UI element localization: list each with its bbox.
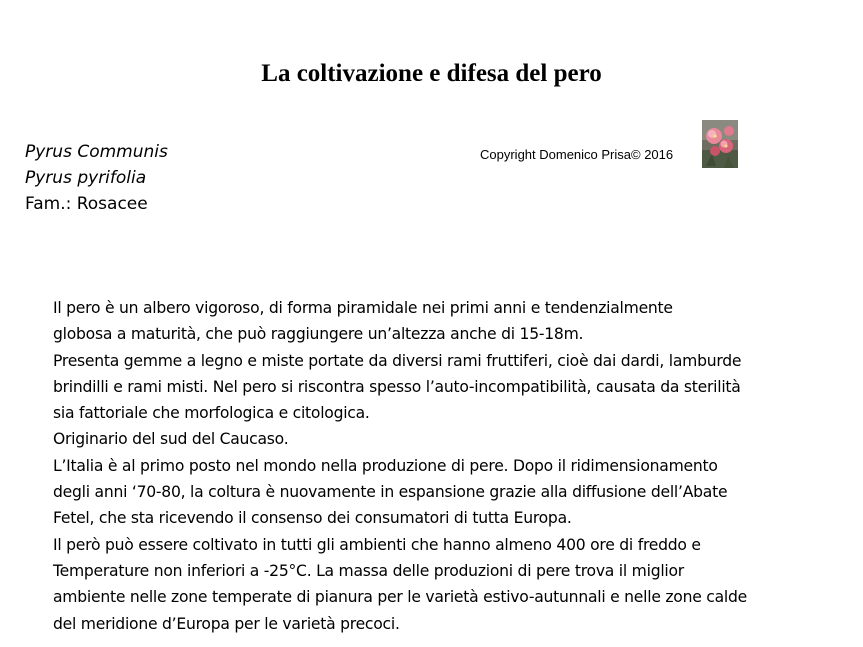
body-line: Temperature non inferiori a -25°C. La massa delle produzioni di pere trova il miglior: [53, 561, 684, 580]
body-line: Originario del sud del Caucaso.: [53, 430, 289, 449]
document-title: La coltivazione e difesa del pero: [261, 60, 602, 87]
body-line: Il pero è un albero vigoroso, di forma piramidale nei primi anni e tendenzialmente: [53, 299, 673, 317]
body-line: globosa a maturità, che può raggiungere un’altezza anche di 15-18m.: [53, 325, 584, 344]
body-text: [53, 295, 858, 637]
body-line: brindilli e rami misti. Nel pero si riscontra spesso l’auto-incompatibilità, causata da sterilità: [53, 377, 741, 396]
body-line: ambiente nelle zone temperate di pianura per le varietà estivo-autunnali e nelle zone calde: [53, 588, 747, 607]
body-line: sia fattoriale che morfologica e citologica.: [53, 404, 370, 423]
body-line: del meridione d’Europa per le varietà precoci.: [53, 614, 400, 633]
copyright-notice: Copyright Domenico Prisa© 2016: [480, 147, 674, 162]
species-info: [25, 139, 168, 217]
body-line: Fetel, che sta ricevendo il consenso dei consumatori di tutta Europa.: [53, 509, 572, 528]
species-name-pyrifolia: Pyrus pyrifolia: [25, 168, 147, 188]
body-line: L’Italia è al primo posto nel mondo nella produzione di pere. Dopo il ridimensionamento: [53, 456, 718, 475]
species-family: Fam.: Rosacee: [25, 194, 148, 214]
body-line: Presenta gemme a legno e miste portate da diversi rami fruttiferi, cioè dai dardi, lamburde: [53, 351, 742, 370]
body-line: Il però può essere coltivato in tutti gli ambienti che hanno almeno 400 ore di freddo e: [53, 535, 701, 554]
body-line: degli anni ‘70-80, la coltura è nuovamente in espansione grazie alla diffusione dell’Abate: [53, 483, 728, 502]
flower-photo: [702, 120, 738, 168]
species-name-communis: Pyrus Communis: [25, 142, 168, 162]
